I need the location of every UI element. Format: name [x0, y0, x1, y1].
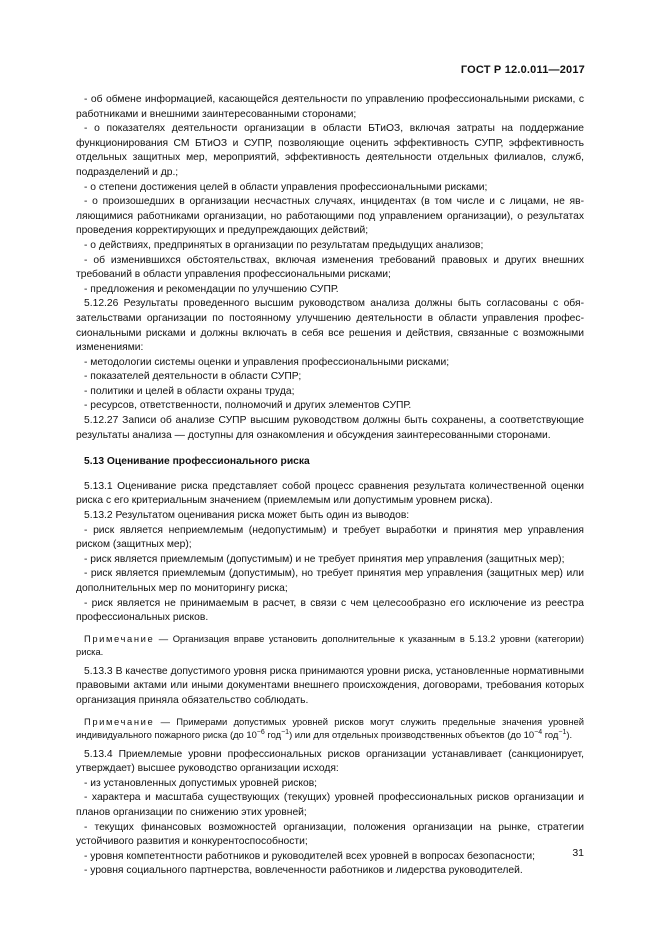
note-5-13-2 — [76, 632, 584, 659]
list-item: - показателей деятельности в области СУПР; — [84, 371, 302, 383]
section-title-5-13: 5.13 Оценивание профессионального риска — [84, 456, 310, 468]
note-text: — Организация вправе установить дополнительные к указанным в 5.13.2 уровни (категории) риска. — [76, 632, 584, 658]
list-item: - о показателях деятельности организации в области БТиОЗ, включая затраты на поддержание функционирования СМ БТиОЗ и СУПР, позволяющие оценить эффективность СУПР, эффективность отдельных защитных мер, мероприятий, эффективность деятельности отдельных филиалов, служб, подразделений и др.; — [76, 123, 584, 178]
list-item: - методологии системы оценки и управления профессиональными рисками; — [84, 356, 450, 368]
exponent: −4 — [534, 728, 543, 736]
list-item: - из установленных допустимых уровней рисков; — [84, 777, 318, 789]
note-text-part: год — [542, 729, 559, 741]
note-text-part: год — [264, 729, 282, 741]
note-text-part: ). — [566, 729, 573, 741]
paragraph-5-12-27: 5.12.27 Записи об анализе СУПР высшим руководством должны быть сохранены, а соответствующие результаты анализа — доступны для ознакомления и обсуждения заинтересованными сторонами. — [76, 415, 584, 441]
list-item: - риск является неприемлемым (недопустимым) и требует выработки и принятия мер управления риском (защитных мер); — [76, 524, 584, 551]
list-item: - текущих финансовых возможностей организации, положения организации на рынке, стратегии устойчивого развития и конкурентоспособности; — [76, 821, 584, 848]
list-item: - об обмене информацией, касающейся деятельности по управлению профессиональными рисками, с работниками и внешними заинтересованными сторонами; — [76, 94, 584, 120]
list-item: - предложения и рекомендации по улучшению СУПР. — [84, 283, 339, 295]
note-5-13-3 — [76, 715, 584, 742]
page-number: 31 — [572, 847, 584, 859]
list-item: - риск является приемлемым (допустимым) и не требует принятия мер управления (защитных мер); — [84, 553, 565, 565]
paragraph-5-12-26: 5.12.26 Результаты проведенного высшим руководством анализа должны быть согласованы с обязательствами организации по постоянному улучшению деятельности в области управления профессиональными рисками и должны включать в себя все решения и действия, связанные с возможными изменениями: — [76, 298, 584, 354]
paragraph-5-13-1: 5.13.1 Оценивание риска представляет собой процесс сравнения результата количественной оценки риска с его критериальным значением (приемлемым или допустимым уровнем риска). — [76, 480, 584, 507]
exponent: −1 — [558, 728, 567, 736]
list-item: - о действиях, предпринятых в организации по результатам предыдущих анализов; — [84, 239, 484, 251]
list-item: - о степени достижения целей в области управления профессиональными рисками; — [84, 181, 488, 193]
list-item: - уровня социального партнерства, вовлеченности работников и лидерства руководителей. — [84, 865, 523, 877]
exponent: −1 — [281, 728, 290, 736]
exponent: −6 — [256, 728, 265, 736]
list-item: - политики и целей в области охраны труда; — [84, 385, 295, 397]
note-text-part: ) или для отдельных производственных объектов (до 10 — [289, 729, 535, 741]
list-item: - о произошедших в организации несчастных случаях, инцидентах (в том числе и с лицами, не являющимися работниками организации, но работающими под управлением организации), о результатах проведения корректирующих и предупреждающих действий; — [76, 196, 584, 237]
list-item: - риск является приемлемым (допустимым), но требует принятия мер управления (защитных мер) или дополнительных мер по мониторингу риска; — [76, 568, 584, 594]
list-item: - уровня компетентности работников и руководителей всех уровней в вопросах безопасности; — [84, 850, 536, 862]
list-item: - об изменившихся обстоятельствах, включая изменения требований правовых и других внешних требований в области управления профессиональными рисками; — [76, 254, 584, 281]
document-header: ГОСТ Р 12.0.011—2017 — [460, 64, 585, 76]
note-text-part: — Примерами допустимых уровней рисков могут служить предельные значения уровней индивидуального пожарного риска (до 10 — [76, 715, 584, 741]
paragraph-5-13-2: 5.13.2 Результатом оценивания риска может быть один из выводов: — [84, 510, 410, 522]
paragraph-5-13-4: 5.13.4 Приемлемые уровни профессиональных рисков организации устанавливает (санкционирует, утверждает) высшее руководство организации исходя: — [76, 748, 584, 775]
note-label: Примечание — [84, 632, 155, 644]
list-item: - ресурсов, ответственности, полномочий и других элементов СУПР. — [84, 400, 412, 412]
list-item: - риск является не принимаемым в расчет, в связи с чем целесообразно его исключение из реестра профессиональных рисков. — [76, 597, 584, 624]
note-label: Примечание — [84, 715, 155, 727]
page-body — [76, 93, 584, 879]
list-item: - характера и масштаба существующих (текущих) уровней профессиональных рисков организации и планов организации по снижению этих уровней; — [76, 792, 584, 818]
paragraph-5-13-3: 5.13.3 В качестве допустимого уровня риска принимаются уровни риска, установленные нормативными правовыми актами или иными документами внешнего происхождения, договорами, требования которых организация приняла обязательство соблюдать. — [76, 665, 584, 706]
